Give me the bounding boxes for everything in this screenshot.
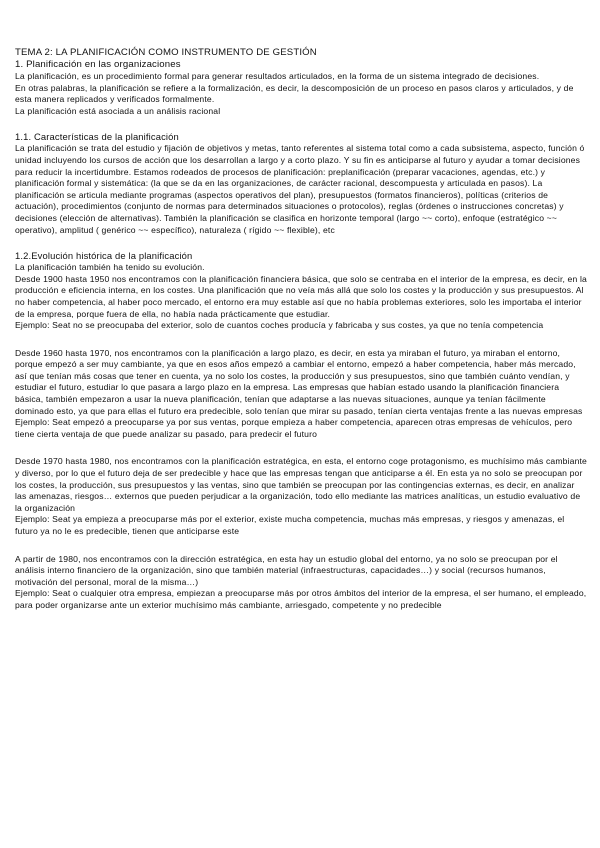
period-1980-example: Ejemplo: Seat o cualquier otra empresa, empiezan a preocuparse más por otros ámbitos del interior de la empresa, el ser humano, el empleado, para poder organizarse ante un exterior muchísimo más cambiante, arriesgado, competente y no predecible [15,588,587,610]
section-1-2-intro: La planificación también ha tenido su evolución. [15,262,205,273]
period-1970-1980-text: Desde 1970 hasta 1980, nos encontramos con la planificación estratégica, en esta, el entorno coge protagonismo, es muchísimo más cambiante y diverso, por lo que el futuro deja de ser predecible y hace que las empresas tengan que anticiparse a él. En esta ya no solo se preocupan por los costes, la producción, sus presupuestos y las ventas, sino que también se preocupan por las contingencias externas, es decir, en analizar las amenazas, riesgos… externos que pueden perjudicar a la organización, todo ello mediante las matrices analíticas, un estudio evaluativo de la organización [15,456,587,513]
period-1900-1950-example: Ejemplo: Seat no se preocupaba del exterior, solo de cuantos coches producía y fabricaba y sus costes, ya que no tenía competencia [15,320,544,331]
section-1-paragraph-1: La planificación, es un procedimiento formal para generar resultados articulados, en la forma de un sistema integrado de decisiones. [15,71,540,81]
section-1-paragraph-3: La planificación está asociada a un análisis racional [15,105,221,116]
section-1-2-heading: 1.2.Evolución histórica de la planificación [15,250,193,262]
section-1-1-paragraph: La planificación se trata del estudio y fijación de objetivos y metas, tanto referentes al sistema total como a cada subsistema, aspecto, función ó unidad incluyendo los cursos de acción que los desarrollan a largo y a corto plazo. Y su fin es anticiparse al futuro y ayudar a tomar decisiones para reducir la incertidumbre. Estamos rodeados de procesos de planificación: preplanificación (preparar vacaciones, agendas, etc.) y planificación formal y sistemática: (la que se da en las organizaciones, de carácter racional, descompuesta y articulada en pasos). La planificación se articula mediante programas (aspectos operativos del plan), presupuestos (formatos financieros), políticas (criterios de actuación), procedimientos (conjunto de normas para determinados situaciones o protocolos), reglas (órdenes o instrucciones concretas) y decisiones (elección de alternativas). También la planificación se clasifica en horizonte temporal (largo ~~ corto), enfoque (estratégico ~~ operativo), amplitud ( genérico ~~ específico), naturaleza ( rígido ~~ flexible), etc [15,143,585,235]
section-1-heading: 1. Planificación en las organizaciones [15,59,181,70]
period-1900-1950-text: Desde 1900 hasta 1950 nos encontramos con la planificación financiera básica, que solo se centraba en el interior de la empresa, es decir, en la producción e eficiencia interna, en los costes. Una planificación que no veía más allá que solo los costes y la producción y sus presupuestos. Al no haber competencia, al haber poco mercado, el entorno era muy estable así que no había problemas exteriores, solo les importaba el interior de la empresa, porque fuera de ella, no había nada prácticamente que estudiar. [15,273,587,319]
document-title: TEMA 2: LA PLANIFICACIÓN COMO INSTRUMENTO DE GESTIÓN [15,47,317,58]
document-page [15,47,587,612]
section-1-1-heading: 1.1. Características de la planificación [15,131,179,143]
period-1980-text: A partir de 1980, nos encontramos con la dirección estratégica, en esta hay un estudio global del entorno, ya no solo se preocupan por el análisis interno financiero de la organización, sino que también material (infraestructuras, capacidades…) y social (recursos humanos, motivación del personal, moral de la misma…) [15,553,558,587]
section-1-paragraph-2: En otras palabras, la planificación se refiere a la formalización, es decir, la descomposición de un proceso en pasos claros y articulados, y de esta manera replicados y verificados formalmente. [15,82,574,105]
period-1960-1970-example: Ejemplo: Seat empezó a preocuparse ya por sus ventas, porque empieza a haber competencia, aparecen otras empresas de vehículos, pero tiene cierta ventaja de que puede analizar su pasado, para predecir el futuro [15,417,573,439]
period-1960-1970-text: Desde 1960 hasta 1970, nos encontramos con la planificación a largo plazo, es decir, en esta ya miraban el futuro, ya miraban el entorno, porque empezó a ser muy cambiante, ya que en esos años empezó a cambiar el entorno, empezó a haber competencia, haber más mercado, así que tenían más cosas que tener en cuenta, ya no solo los costes, la producción y sus presupuestos, sino que también cuánto vendían, y estudiar el futuro, estudiar lo que pasara a largo plazo en la empresa. Las empresas que habían estado usando la planificación financiera básica, también empezaron a usar la nueva planificación, tenían que adaptarse a las nuevas situaciones, aunque ya tenían fácilmente dominado esto, ya que para ellas el futuro era predecible, solo tenían que mirar su pasado, tenían cierta ventajas frente a las nuevas empresas [15,347,583,416]
period-1970-1980-example: Ejemplo: Seat ya empieza a preocuparse más por el exterior, existe mucha competencia, muchas más empresas, y riesgos y amenazas, el futuro ya no le es predecible, tienen que anticiparse este [15,514,565,536]
